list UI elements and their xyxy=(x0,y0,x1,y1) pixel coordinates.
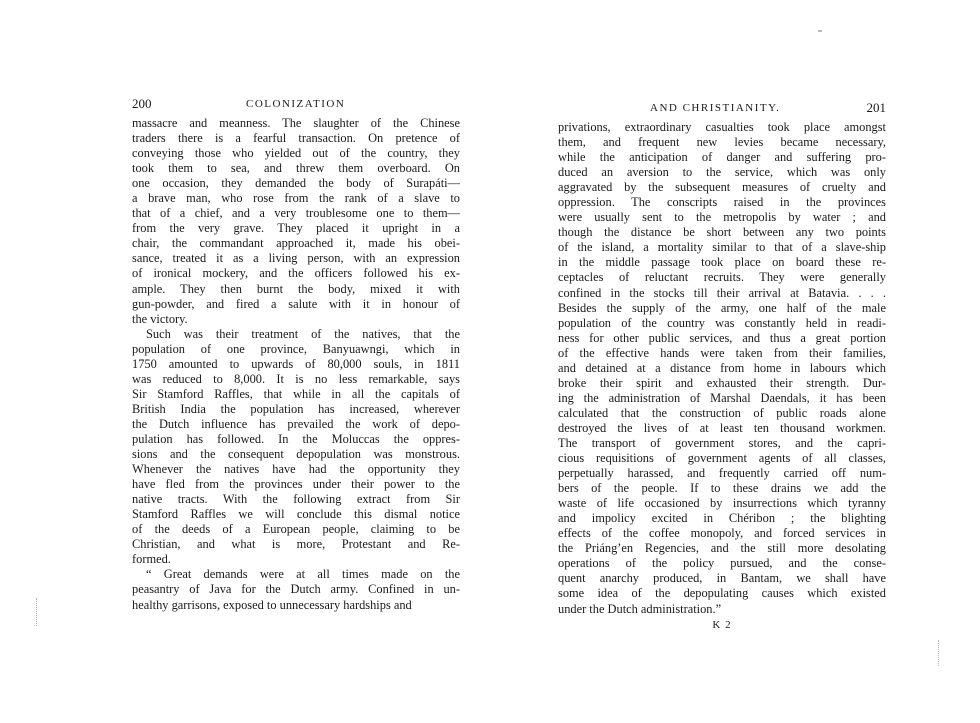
text-line: population of one province, Banyuawngi, which in xyxy=(132,341,460,356)
right-page-text xyxy=(558,120,886,617)
text-line: destroyed the lives of at least ten thousand workmen. xyxy=(558,420,886,435)
text-line: under the Dutch administration.” xyxy=(558,601,722,616)
text-line: of ironical mockery, and the officers followed his ex- xyxy=(132,266,460,281)
text-line: some idea of the depopulating causes which existed xyxy=(558,586,886,601)
right-page-number: 201 xyxy=(866,100,886,115)
text-line: though the distance be short between any two points xyxy=(558,225,886,240)
text-line: confined in the stocks till their arrival at Batavia. . . . xyxy=(558,285,886,300)
text-line: quent anarchy produced, in Bantam, we shall have xyxy=(558,571,886,586)
text-line: The transport of government stores, and the capri- xyxy=(558,435,886,450)
text-line: was reduced to 8,000. It is no less remarkable, says xyxy=(132,371,460,386)
text-line: of the island, a mortality similar to that of a slave-ship xyxy=(558,240,886,255)
text-line: one occasion, they demanded the body of Surapáti— xyxy=(132,176,460,191)
text-line: ample. They then burnt the body, mixed it with xyxy=(132,281,460,296)
left-page-text xyxy=(132,116,460,613)
text-line: Sir Stamford Raffles, that while in all the capitals of xyxy=(132,386,460,401)
left-page xyxy=(132,96,460,613)
text-line: that of a chief, and a very troublesome one to them— xyxy=(132,206,460,221)
text-line: in the middle passage took place on board these re- xyxy=(558,255,886,270)
text-line: took them to sea, and threw them overboard. On xyxy=(132,161,460,176)
text-line: waste of life occasioned by insurrections which tyranny xyxy=(558,496,886,511)
text-line: pulation has followed. In the Moluccas the oppres- xyxy=(132,431,460,446)
text-line: and detained at a distance from home in labours which xyxy=(558,360,886,375)
left-page-header xyxy=(132,96,460,116)
text-line: the Priáng’en Regencies, and the still more desolating xyxy=(558,541,886,556)
text-line: sance, treated it as a living person, with an expression xyxy=(132,251,460,266)
text-line: conveying those who yielded out of the country, they xyxy=(132,146,460,161)
left-page-number: 200 xyxy=(132,96,152,111)
text-line: ing the administration of Marshal Daendals, it has been xyxy=(558,390,886,405)
text-line: Christian, and what is more, Protestant and Re- xyxy=(132,537,460,552)
text-line: of the deeds of a European people, claiming to be xyxy=(132,522,460,537)
text-line: privations, extraordinary casualties took place amongst xyxy=(558,120,886,134)
text-line: British India the population has increased, wherever xyxy=(132,401,460,416)
scan-gutter-mark xyxy=(938,640,941,666)
text-line: native tracts. With the following extract from Sir xyxy=(132,492,460,507)
text-line: while the anticipation of danger and suffering pro- xyxy=(558,150,886,165)
text-line: Whenever the natives have had the opportunity they xyxy=(132,462,460,477)
text-line: 1750 amounted to upwards of 80,000 souls, in 1811 xyxy=(132,356,460,371)
text-line: sions and the consequent depopulation was monstrous. xyxy=(132,447,460,462)
text-line: healthy garrisons, exposed to unnecessary hardships and xyxy=(132,597,412,612)
text-line: them, and frequent new levies became necessary, xyxy=(558,135,886,150)
text-line: perpetually harassed, and frequently carried off num- xyxy=(558,466,886,481)
text-line: of the effective hands were taken from their families, xyxy=(558,345,886,360)
text-line: oppression. The conscripts raised in the provinces xyxy=(558,195,886,210)
text-line: calculated that the construction of public roads alone xyxy=(558,405,886,420)
text-line: Such was their treatment of the natives, that the xyxy=(146,326,460,341)
text-line: peasantry of Java for the Dutch army. Confined in un- xyxy=(132,582,460,597)
text-line: the victory. xyxy=(132,311,188,326)
right-running-head: AND CHRISTIANITY. xyxy=(650,102,781,114)
text-line: cious requisitions of government agents of all classes, xyxy=(558,451,886,466)
right-page-header xyxy=(558,100,886,120)
text-line: from the very grave. They placed it upright in a xyxy=(132,221,460,236)
scan-gutter-mark xyxy=(36,598,45,626)
text-line: “ Great demands were at all times made on the xyxy=(146,567,460,582)
text-line: duced an aversion to the service, which was only xyxy=(558,165,886,180)
text-line: formed. xyxy=(132,552,171,567)
right-page xyxy=(558,100,886,631)
text-line: a brave man, who rose from the rank of a slave to xyxy=(132,191,460,206)
text-line: massacre and meanness. The slaughter of the Chinese xyxy=(132,116,460,130)
text-line: the Dutch influence has prevailed the work of depo- xyxy=(132,416,460,431)
text-line: and impolicy excited in Chéribon ; the blighting xyxy=(558,511,886,526)
scan-speck xyxy=(818,30,822,32)
text-line: were usually sent to the metropolis by water ; and xyxy=(558,210,886,225)
text-line: ness for other public services, and thus a great portion xyxy=(558,330,886,345)
text-line: gun-powder, and fired a salute with it in honour of xyxy=(132,296,460,311)
text-line: aggravated by the subsequent measures of cruelty and xyxy=(558,180,886,195)
text-line: Besides the supply of the army, one half of the male xyxy=(558,300,886,315)
text-line: Stamford Raffles we will conclude this dismal notice xyxy=(132,507,460,522)
left-running-head: COLONIZATION xyxy=(246,98,346,110)
signature-mark: K 2 xyxy=(712,618,732,631)
text-line: bers of the people. If to these drains we add the xyxy=(558,481,886,496)
text-line: operations of the policy pursued, and the conse- xyxy=(558,556,886,571)
text-line: chair, the commandant approached it, made his obei- xyxy=(132,236,460,251)
text-line: effects of the coffee monopoly, and forced services in xyxy=(558,526,886,541)
text-line: broke their spirit and exhausted their strength. Dur- xyxy=(558,375,886,390)
text-line: population of the country was constantly held in readi- xyxy=(558,315,886,330)
text-line: have fled from the provinces under their power to the xyxy=(132,477,460,492)
text-line: traders there is a fearful transaction. On pretence of xyxy=(132,131,460,146)
text-line: ceptacles of reluctant recruits. They were generally xyxy=(558,270,886,285)
